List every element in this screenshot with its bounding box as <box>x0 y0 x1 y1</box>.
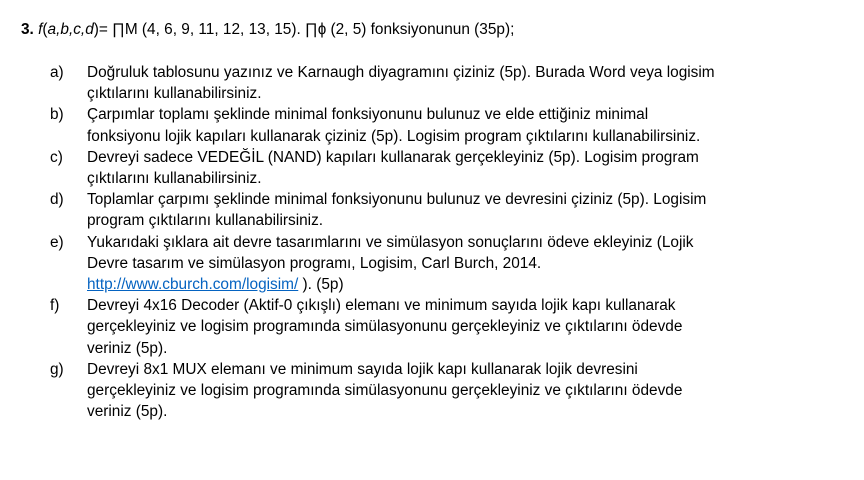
function-args: a,b,c,d <box>47 21 94 38</box>
subquestion-marker: g) <box>50 360 64 378</box>
subquestion-line: gerçekleyiniz ve logisim programında simülasyonunu gerçekleyiniz ve çıktılarını ödevde <box>87 318 683 336</box>
subquestion-g <box>50 359 850 423</box>
subquestion-link-line <box>87 274 850 295</box>
subquestion-e <box>50 232 850 296</box>
subquestion-line: Çarpımlar toplamı şeklinde minimal fonksiyonunu bulunuz ve elde ettiğiniz minimal <box>87 106 649 124</box>
link-suffix: ). (5p) <box>298 276 344 294</box>
subquestion-f <box>50 295 850 359</box>
subquestion-b <box>50 104 850 146</box>
subquestion-line: gerçekleyiniz ve logisim programında simülasyonunu gerçekleyiniz ve çıktılarını ödevde <box>87 382 683 400</box>
subquestion-line: program çıktılarını kullanabilirsiniz. <box>87 212 324 230</box>
function-definition: = ∏M (4, 6, 9, 11, 12, 13, 15). ∏ɸ (2, 5) fonksiyonunun (35p); <box>98 21 515 38</box>
function-args-open: ( <box>42 21 48 38</box>
subquestion-a <box>50 62 850 104</box>
subquestion-marker: f) <box>50 297 60 315</box>
subquestion-marker: a) <box>50 64 64 81</box>
subquestion-line: Toplamlar çarpımı şeklinde minimal fonksiyonunu bulunuz ve devresini çiziniz (5p). Logisim <box>87 191 707 209</box>
subquestion-line: Yukarıdaki şıklara ait devre tasarımlarını ve simülasyon sonuçlarını ödeve ekleyiniz (Lojik <box>87 233 694 251</box>
subquestion-marker: b) <box>50 106 64 124</box>
subquestion-line: çıktılarını kullanabilirsiniz. <box>87 85 262 103</box>
question-heading <box>21 20 514 40</box>
subquestion-line: veriniz (5p). <box>87 403 168 421</box>
subquestion-line: Devreyi sadece VEDEĞİL (NAND) kapıları kullanarak gerçekleyiniz (5p). Logisim program <box>87 148 699 166</box>
subquestion-line: veriniz (5p). <box>87 339 168 357</box>
subquestion-c <box>50 147 850 189</box>
subquestion-line: fonksiyonu lojik kapıları kullanarak çiziniz (5p). Logisim program çıktılarını kullanabilirsiniz. <box>87 127 701 145</box>
subquestion-marker: d) <box>50 191 64 209</box>
subquestion-marker: c) <box>50 148 63 166</box>
subquestion-line: Devreyi 8x1 MUX elemanı ve minimum sayıda lojik kapı kullanarak lojik devresini <box>87 360 638 378</box>
subquestion-line: Devreyi 4x16 Decoder (Aktif-0 çıkışlı) elemanı ve minimum sayıda lojik kapı kullanarak <box>87 297 676 315</box>
subquestion-marker: e) <box>50 233 64 251</box>
subquestion-list <box>50 62 850 422</box>
function-args-close: ) <box>93 21 99 38</box>
question-number: 3. <box>21 21 34 38</box>
subquestion-line: çıktılarını kullanabilirsiniz. <box>87 170 262 188</box>
subquestion-line: Devre tasarım ve simülasyon programı, Logisim, Carl Burch, 2014. <box>87 254 542 272</box>
logisim-link[interactable]: http://www.cburch.com/logisim/ <box>87 276 299 294</box>
subquestion-line: Doğruluk tablosunu yazınız ve Karnaugh diyagramını çiziniz (5p). Burada Word veya logisim <box>87 64 715 81</box>
function-name: f <box>38 21 43 38</box>
subquestion-d <box>50 189 850 231</box>
